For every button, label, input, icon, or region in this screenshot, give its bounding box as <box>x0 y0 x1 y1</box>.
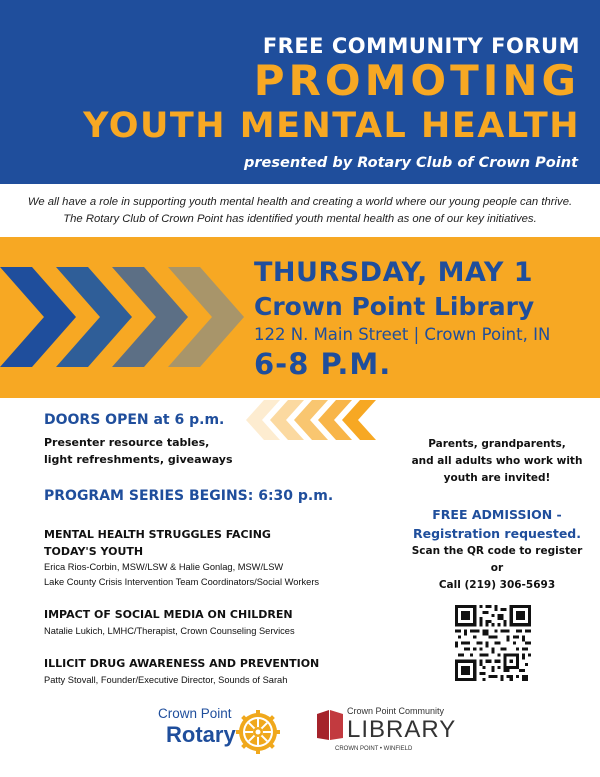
topic-1-title-cont: TODAY'S YOUTH <box>44 545 144 558</box>
chevron-arrows-icon <box>0 237 250 398</box>
presented-by: presented by Rotary Club of Crown Point <box>243 155 578 171</box>
phone-number[interactable]: Call (219) 306-5693 <box>438 579 556 591</box>
audience-line-1: Parents, grandparents, <box>428 438 566 450</box>
doors-line-1: Presenter resource tables, <box>44 436 210 449</box>
program-heading: PROGRAM SERIES BEGINS: 6:30 p.m. <box>44 488 334 504</box>
faded-chevrons-icon <box>242 398 382 442</box>
rotary-wheel-icon <box>236 710 280 754</box>
rotary-crown-point: Crown Point <box>158 706 232 721</box>
topic-1-title: MENTAL HEALTH STRUGGLES FACING <box>44 528 271 541</box>
doors-line-2: light refreshments, giveaways <box>44 453 233 466</box>
topic-3-presenter: Patty Stovall, Founder/Executive Director, Sounds of Sarah <box>44 675 288 685</box>
or-text: or <box>490 562 504 574</box>
forum-label: FREE COMMUNITY FORUM <box>262 34 580 58</box>
audience-line-3: youth are invited! <box>443 472 551 484</box>
scan-qr-text: Scan the QR code to register <box>411 545 583 557</box>
title-promoting: PROMOTING <box>253 56 580 105</box>
event-time: 6-8 P.M. <box>254 347 392 381</box>
title-youth-mental-health: YOUTH MENTAL HEALTH <box>83 106 580 146</box>
intro-paragraph: We all have a role in supporting youth mental health and creating a world where our young people can thrive. The Rotary Club of Crown Point has identified youth mental health as one of our key initiatives. <box>27 196 573 225</box>
header-banner <box>0 0 600 184</box>
library-book-icon <box>315 708 345 742</box>
audience-line-2: and all adults who work with <box>411 455 583 467</box>
free-admission: FREE ADMISSION - <box>432 507 562 522</box>
topic-1-roles: Lake County Crisis Intervention Team Coordinators/Social Workers <box>44 577 320 587</box>
library-logo <box>315 706 457 756</box>
event-band <box>0 237 600 398</box>
topic-2-presenter: Natalie Lukich, LMHC/Therapist, Crown Counseling Services <box>44 626 295 636</box>
topic-2-title: IMPACT OF SOCIAL MEDIA ON CHILDREN <box>44 608 293 621</box>
registration-column <box>402 436 592 594</box>
event-address: 122 N. Main Street | Crown Point, IN <box>254 325 551 344</box>
qr-code-icon[interactable] <box>455 605 531 681</box>
topic-1-presenters: Erica Rios-Corbin, MSW/LSW & Halie Gonlag, MSW/LSW <box>44 562 284 572</box>
event-venue: Crown Point Library <box>254 292 535 321</box>
library-name: LIBRARY <box>347 716 457 743</box>
registration-requested: Registration requested. <box>412 526 581 541</box>
event-day: THURSDAY, MAY 1 <box>254 257 534 288</box>
doors-open-heading: DOORS OPEN at 6 p.m. <box>44 412 225 428</box>
topic-3-title: ILLICIT DRUG AWARENESS AND PREVENTION <box>44 657 320 670</box>
rotary-name: Rotary <box>166 722 236 747</box>
library-locations: CROWN POINT • WINFIELD <box>335 746 413 752</box>
library-top-text: Crown Point Community <box>347 706 445 716</box>
